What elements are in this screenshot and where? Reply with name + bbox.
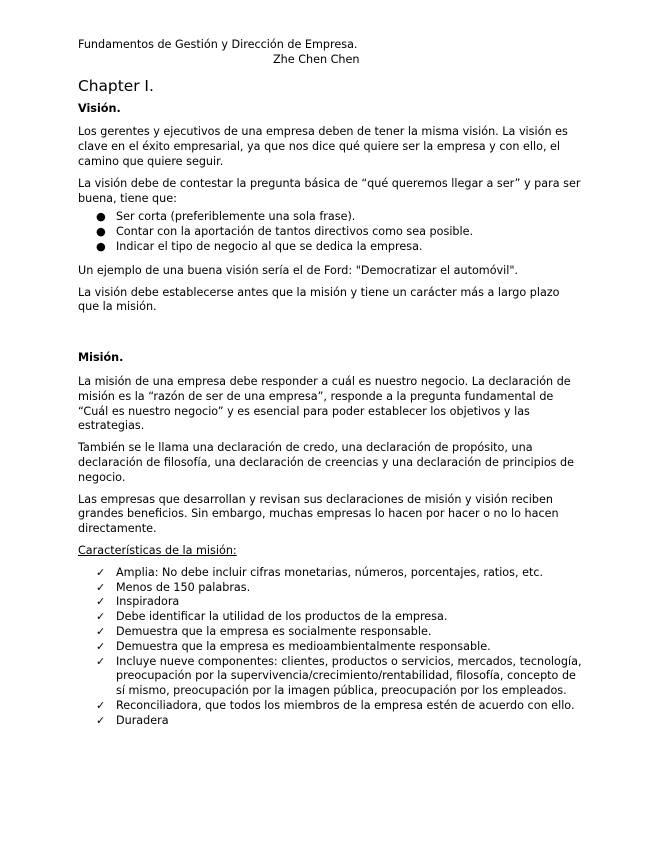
list-item-text: Duradera (116, 713, 169, 727)
list-item (96, 595, 583, 610)
checkmark-icon: ✓ (96, 639, 106, 653)
document-page (78, 38, 583, 728)
checkmark-icon: ✓ (96, 595, 106, 609)
characteristics-heading: Características de la misión: (78, 543, 237, 557)
list-item (96, 698, 583, 714)
checkmark-icon: ✓ (96, 565, 106, 579)
vision-paragraph: La visión debe de contestar la pregunta básica de “qué queremos llegar a ser” y para ser buena, tiene que: (78, 176, 581, 205)
vision-heading: Visión. (78, 101, 121, 115)
list-item (96, 713, 583, 729)
mision-characteristics-list (78, 566, 583, 729)
document-title: Fundamentos de Gestión y Dirección de Empresa. (78, 38, 358, 51)
list-item (96, 654, 583, 699)
mision-paragraph: La misión de una empresa debe responder a cuál es nuestro negocio. La declaración de misión es la “razón de ser de una empresa”, responde a la pregunta fundamental de “Cuál es nuestro negocio” y es esencial para poder establecer los objetivos y las estrategias. (78, 374, 571, 433)
checkmark-icon: ✓ (96, 713, 106, 727)
list-item (96, 210, 583, 225)
vision-paragraph: Los gerentes y ejecutivos de una empresa deben de tener la misma visión. La visión es clave en el éxito empresarial, ya que nos dice qué quiere ser la empresa y con ello, el camino que quiere seguir. (78, 125, 568, 168)
list-item-text: Contar con la aportación de tantos directivos como sea posible. (116, 225, 474, 239)
checkmark-icon: ✓ (96, 624, 106, 638)
checkmark-icon: ✓ (96, 654, 106, 668)
list-item-text: Ser corta (preferiblemente una sola frase). (116, 210, 356, 224)
mision-paragraph: También se le llama una declaración de credo, una declaración de propósito, una declaración de filosofía, una declaración de creencias y una declaración de principios de negocio. (78, 441, 575, 484)
list-item-text: Amplia: No debe incluir cifras monetarias, números, porcentajes, ratios, etc. (116, 565, 544, 579)
list-item-text: Debe identificar la utilidad de los productos de la empresa. (116, 610, 448, 624)
list-item-text: Incluye nueve componentes: clientes, productos o servicios, mercados, tecnología, preocupación por la supervivencia/crecimiento/rentabilidad, filosofía, concepto de sí mismo, preocupación por la imagen pública, preocupación por los empleados. (116, 654, 582, 698)
list-item (96, 624, 583, 640)
bullet-dot-icon: ● (96, 239, 106, 253)
list-item (96, 610, 583, 625)
list-item-text: Indicar el tipo de negocio al que se dedica la empresa. (116, 239, 423, 253)
checkmark-icon: ✓ (96, 610, 106, 624)
list-item-text: Demuestra que la empresa es medioambientalmente responsable. (116, 639, 491, 653)
list-item (96, 565, 583, 581)
checkmark-icon: ✓ (96, 698, 106, 712)
document-author: Zhe Chen Chen (273, 52, 360, 66)
chapter-heading: Chapter I. (78, 76, 154, 95)
section-spacer (78, 322, 583, 351)
list-item-text: Inspiradora (116, 595, 180, 609)
mision-paragraph: Las empresas que desarrollan y revisan sus declaraciones de misión y visión reciben grandes beneficios. Sin embargo, muchas empresas lo hacen por hacer o no lo hacen directamente. (78, 492, 559, 536)
list-item-text: Reconciliadora, que todos los miembros de la empresa estén de acuerdo con ello. (116, 698, 575, 712)
bullet-dot-icon: ● (96, 225, 106, 239)
mision-heading: Misión. (78, 351, 124, 365)
list-item (96, 225, 583, 240)
list-item-text: Demuestra que la empresa es socialmente responsable. (116, 624, 432, 638)
vision-closing: La visión debe establecerse antes que la misión y tiene un carácter más a largo plazo que la misión. (78, 285, 560, 314)
list-item (96, 639, 583, 655)
vision-requirements-list (78, 210, 583, 254)
list-item-text: Menos de 150 palabras. (116, 580, 251, 594)
bullet-dot-icon: ● (96, 210, 106, 224)
list-item (96, 580, 583, 596)
vision-example: Un ejemplo de una buena visión sería el de Ford: "Democratizar el automóvil". (78, 263, 519, 277)
checkmark-icon: ✓ (96, 580, 106, 594)
list-item (96, 239, 583, 255)
